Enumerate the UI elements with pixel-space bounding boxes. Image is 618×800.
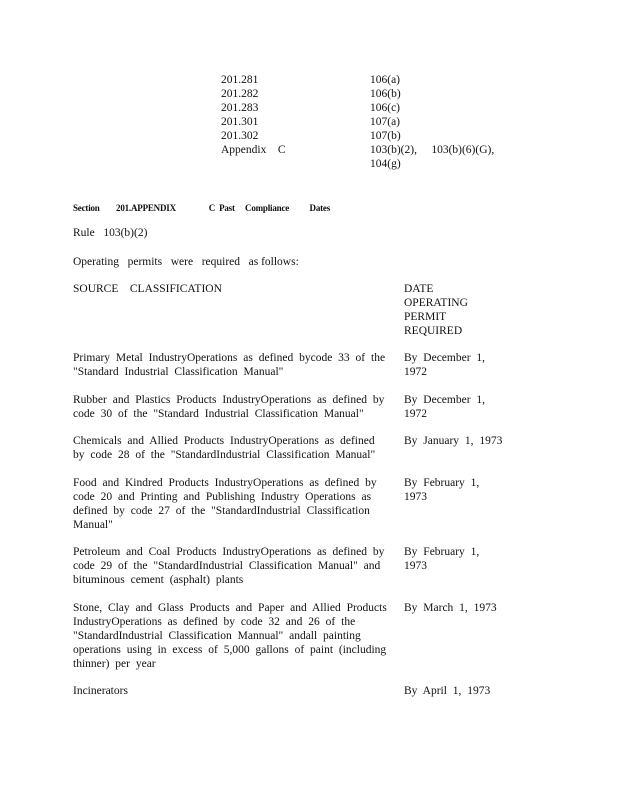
permit-date: By February 1, 1973 bbox=[404, 546, 480, 572]
permit-date: By December 1, 1972 bbox=[404, 352, 486, 378]
date-header-line: PERMIT bbox=[404, 311, 447, 323]
xref-section: 107(b) bbox=[370, 130, 401, 142]
date-header-line: DATE bbox=[404, 283, 434, 295]
permit-date: By February 1, 1973 bbox=[404, 477, 480, 503]
source-classification: Food and Kindred Products IndustryOperations as defined by code 20 and Printing and Publishing Industry Operations as defined by code 27 of the "StandardIndustrial Classification Manual" bbox=[73, 477, 377, 531]
xref-rule: 201.301 bbox=[221, 116, 259, 128]
date-header-line: OPERATING bbox=[404, 297, 468, 309]
permit-date: By December 1, 1972 bbox=[404, 394, 486, 420]
section-number: 201.APPENDIX bbox=[116, 203, 176, 213]
source-classification: Primary Metal IndustryOperations as defined bycode 33 of the "Standard Industrial Classification Manual" bbox=[73, 352, 386, 378]
xref-sections-column bbox=[370, 73, 494, 171]
xref-rule: 201.283 bbox=[221, 102, 259, 114]
permit-date: By April 1, 1973 bbox=[404, 685, 491, 697]
rule-reference: Rule 103(b)(2) bbox=[73, 227, 148, 239]
permit-date: By January 1, 1973 bbox=[404, 435, 503, 447]
xref-rule: 201.282 bbox=[221, 88, 259, 100]
permit-date: By March 1, 1973 bbox=[404, 602, 497, 614]
xref-section: 104(g) bbox=[370, 158, 401, 170]
xref-section: 106(a) bbox=[370, 74, 401, 86]
xref-rule: 201.302 bbox=[221, 130, 259, 142]
section-heading bbox=[73, 201, 330, 215]
date-column-header bbox=[404, 282, 468, 338]
source-classification: Chemicals and Allied Products IndustryOperations as defined by code 28 of the "StandardIndustrial Classification Manual" bbox=[73, 435, 376, 461]
source-classification: Stone, Clay and Glass Products and Paper and Allied Products IndustryOperations as defined by code 32 and 26 of the "StandardIndustrial Classification Mannual" andall painting operations using in excess of 5,000 gallons of paint (including thinner) per year bbox=[73, 602, 387, 670]
section-label: Section bbox=[73, 203, 100, 213]
xref-section: 103(b)(2), 103(b)(6)(G), bbox=[370, 144, 495, 156]
intro-text: Operating permits were required as follows: bbox=[73, 256, 299, 268]
source-classification: Petroleum and Coal Products IndustryOperations as defined by code 29 of the "StandardIndustrial Classification Manual" and bituminous cement (asphalt) plants bbox=[73, 546, 385, 586]
source-column-header: SOURCE CLASSIFICATION bbox=[73, 283, 222, 295]
xref-section: 107(a) bbox=[370, 116, 401, 128]
xref-rule: 201.281 bbox=[221, 74, 259, 86]
date-header-line: REQUIRED bbox=[404, 325, 463, 337]
xref-rule: Appendix C bbox=[221, 144, 286, 156]
source-classification: Incinerators bbox=[73, 685, 128, 697]
xref-section: 106(c) bbox=[370, 102, 401, 114]
xref-rules-column bbox=[221, 73, 286, 157]
section-title: C Past Compliance Dates bbox=[208, 203, 331, 213]
source-classification: Rubber and Plastics Products IndustryOperations as defined by code 30 of the "Standard Industrial Classification Manual" bbox=[73, 394, 385, 420]
xref-section: 106(b) bbox=[370, 88, 401, 100]
